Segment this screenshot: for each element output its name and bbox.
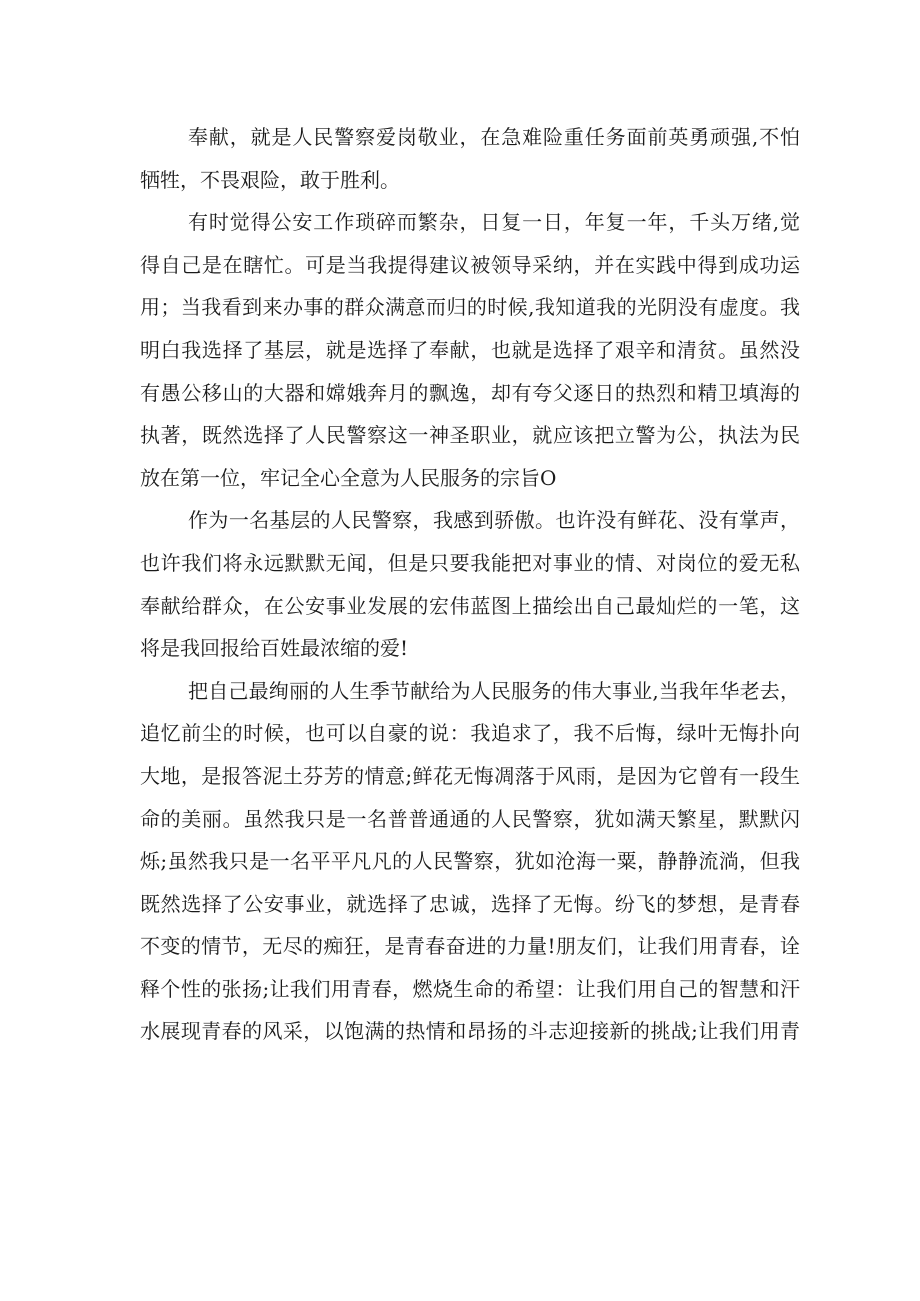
text-line: 奉献，就是人民警察爱岗敬业，在急难险重任务面前英勇顽强,不怕 [188, 125, 800, 149]
text-line: 有时觉得公安工作琐碎而繁杂，日复一日，年复一年，千头万绪,觉 [188, 210, 800, 235]
text-line: 将是我回报给百姓最浓缩的爱! [140, 636, 409, 661]
paragraph-dedication [140, 116, 800, 201]
text-line: 用；当我看到来办事的群众满意而归的时候,我知道我的光阴没有虚度。我 [140, 295, 800, 320]
text-line: 放在第一位，牢记全心全意为人民服务的宗旨O [140, 465, 557, 490]
text-line: 奉献给群众，在公安事业发展的宏伟蓝图上描绘出自己最灿烂的一笔，这 [140, 593, 800, 618]
text-line: 作为一名基层的人民警察，我感到骄傲。也许没有鲜花、没有掌声， [188, 508, 800, 533]
document-body [140, 116, 800, 1053]
text-line: 牺牲，不畏艰险，敢于胜利。 [140, 167, 400, 192]
text-line: 把自己最绚丽的人生季节献给为人民服务的伟大事业,当我年华老去， [188, 678, 800, 703]
text-line: 烁;虽然我只是一名平平凡凡的人民警察，犹如沧海一粟，静静流淌，但我 [140, 849, 800, 874]
text-line: 明白我选择了基层，就是选择了奉献，也就是选择了艰辛和清贫。虽然没 [140, 337, 800, 362]
text-line: 大地，是报答泥土芬芳的情意;鲜花无悔凋落于风雨，是因为它曾有一段生 [140, 763, 800, 788]
text-line: 有愚公移山的大器和嫦娥奔月的飘逸，却有夸父逐日的热烈和精卫填海的 [140, 380, 800, 405]
text-line: 得自己是在瞎忙。可是当我提得建议被领导采纳，并在实践中得到成功运 [140, 252, 800, 277]
text-line: 执著，既然选择了人民警察这一神圣职业，就应该把立警为公，执法为民 [140, 423, 800, 448]
paragraph-pride [140, 499, 800, 669]
paragraph-work [140, 201, 800, 499]
text-line: 释个性的张扬;让我们用青春，燃烧生命的希望：让我们用自己的智慧和汗 [140, 976, 800, 1001]
text-line: 不变的情节，无尽的痴狂，是青春奋进的力量!朋友们，让我们用青春，诠 [140, 934, 800, 959]
text-line: 水展现青春的风采，以饱满的热情和昂扬的斗志迎接新的挑战;让我们用青 [140, 1019, 800, 1044]
paragraph-youth [140, 670, 800, 1053]
text-line: 命的美丽。虽然我只是一名普普通通的人民警察，犹如满天繁星，默默闪 [140, 806, 800, 831]
text-line: 也许我们将永远默默无闻，但是只要我能把对事业的情、对岗位的爱无私 [140, 550, 800, 575]
text-line: 既然选择了公安事业，就选择了忠诚，选择了无悔。纷飞的梦想，是青春 [140, 891, 800, 916]
text-line: 追忆前尘的时候，也可以自豪的说：我追求了，我不后悔，绿叶无悔扑向 [140, 721, 800, 746]
